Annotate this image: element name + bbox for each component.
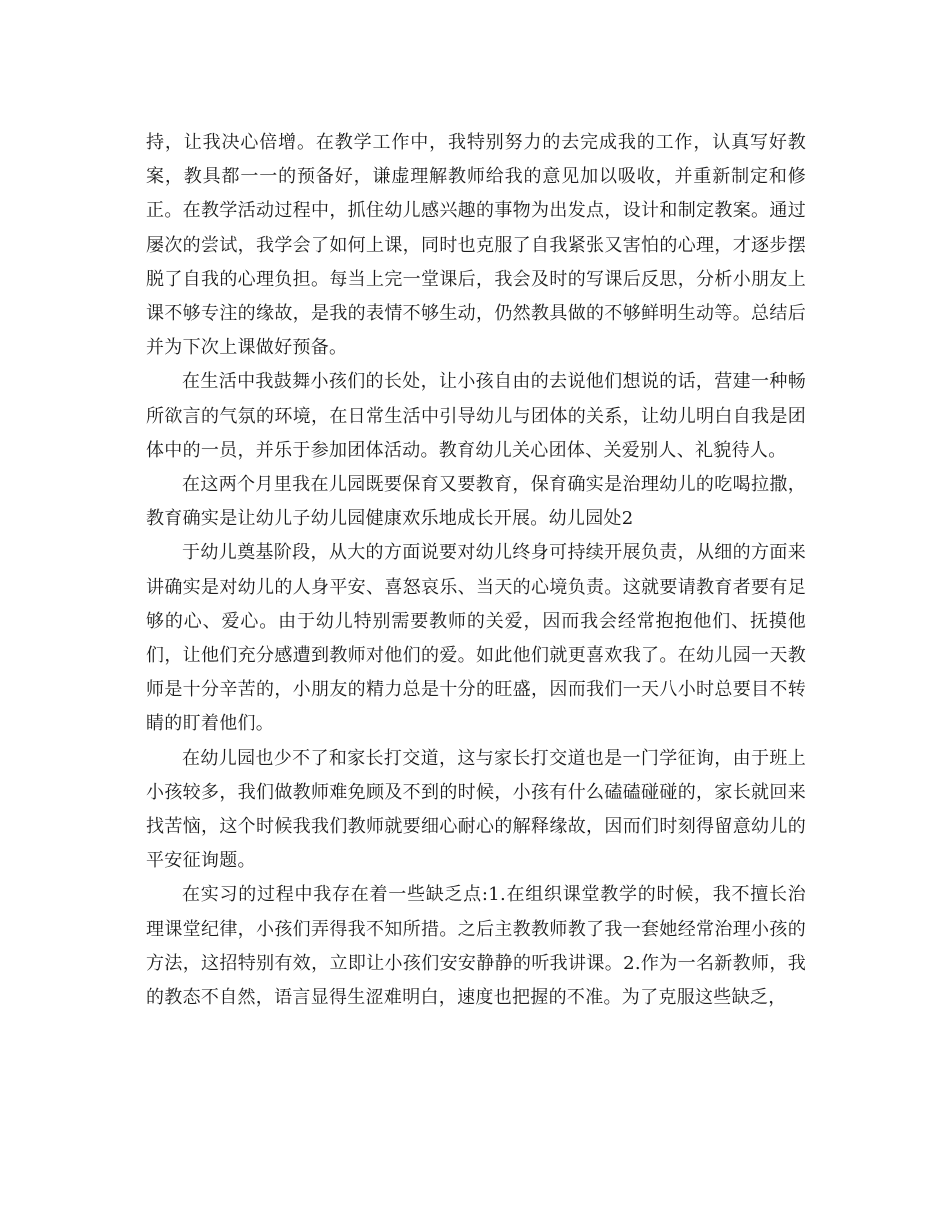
paragraph-1: 持，让我决心倍增。在教学工作中，我特别努力的去完成我的工作，认真写好教案，教具都一一的预备好，谦虚理解教师给我的意见加以吸收，并重新制定和修正。在教学活动过程中，抓住幼儿感兴趣的事物为出发点，设计和制定教案。通过屡次的尝试，我学会了如何上课，同时也克服了自我紧张又害怕的心理，才逐步摆脱了自我的心理负担。每当上完一堂课后，我会及时的写课后反思，分析小朋友上课不够专注的缘故，是我的表情不够生动，仍然教具做的不够鲜明生动等。总结后并为下次上课做好预备。 <box>146 132 806 359</box>
paragraph-5: 在幼儿园也少不了和家长打交道，这与家长打交道也是一门学征询，由于班上小孩较多，我们做教师难免顾及不到的时候，小孩有什么磕磕碰碰的，家长就回来找苦恼，这个时候我我们教师就要细心耐心的解释缘故，因而们时刻得留意幼儿的平安征询题。 <box>146 747 806 872</box>
paragraph-4: 于幼儿奠基阶段，从大的方面说要对幼儿终身可持续开展负责，从细的方面来讲确实是对幼儿的人身平安、喜怒哀乐、当天的心境负责。这就要请教育者要有足够的心、爱心。由于幼儿特别需要教师的关爱，因而我会经常抱抱他们、抚摸他们，让他们充分感遭到教师对他们的爱。如此他们就更喜欢我了。在幼儿园一天教师是十分辛苦的，小朋友的精力总是十分的旺盛，因而我们一天八小时总要目不转睛的盯着他们。 <box>146 542 806 735</box>
document-page <box>146 126 806 1015</box>
paragraph-3: 在这两个月里我在儿园既要保育又要教育，保育确实是治理幼儿的吃喝拉撒，教育确实是让幼儿子幼儿园健康欢乐地成长开展。幼儿园处2 <box>146 474 806 530</box>
paragraph-2: 在生活中我鼓舞小孩们的长处，让小孩自由的去说他们想说的话，营建一种畅所欲言的气氛的环境，在日常生活中引导幼儿与团体的关系，让幼儿明白自我是团体中的一员，并乐于参加团体活动。教育幼儿关心团体、关爱别人、礼貌待人。 <box>146 371 806 461</box>
paragraph-6: 在实习的过程中我存在着一些缺乏点:1.在组织课堂教学的时候，我不擅长治理课堂纪律，小孩们弄得我不知所措。之后主教教师教了我一套她经常治理小孩的方法，这招特别有效，立即让小孩们安安静静的听我讲课。2.作为一名新教师，我的教态不自然，语言显得生涩难明白，速度也把握的不准。为了克服这些缺乏， <box>146 884 806 1009</box>
